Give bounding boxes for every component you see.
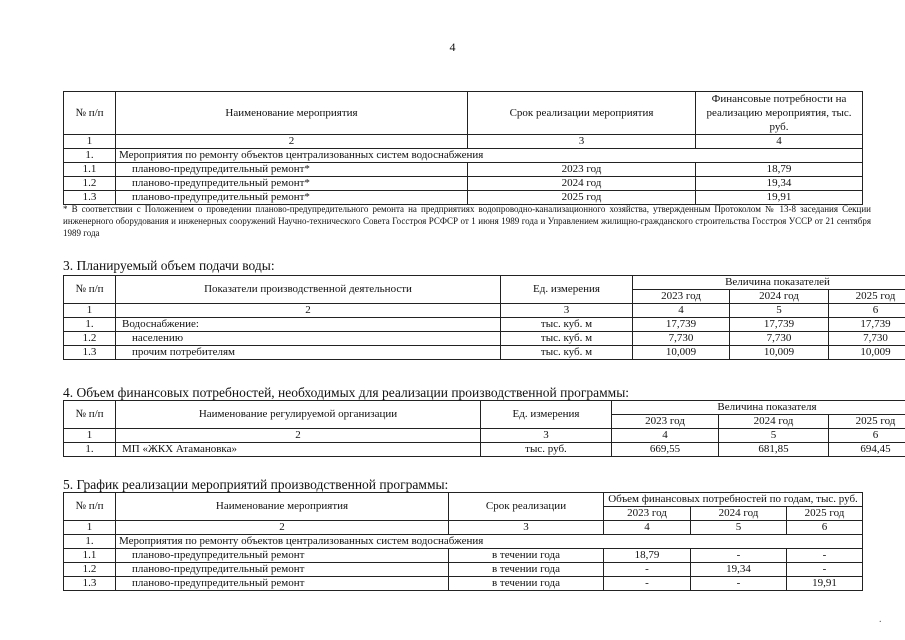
row-value: 18,79 — [696, 163, 863, 177]
row-unit: тыс. куб. м — [501, 346, 633, 360]
row-2025: - — [787, 563, 863, 577]
header-cell-num: № п/п — [64, 92, 116, 135]
row-2023: 18,79 — [604, 549, 691, 563]
year-header: 2025 год — [829, 415, 905, 429]
header-cell-org: Наименование регулируемой организации — [116, 401, 481, 429]
group-label: Мероприятия по ремонту объектов централизованных систем водоснабжения — [116, 535, 863, 549]
row-2024: 7,730 — [730, 332, 829, 346]
header-cell-unit: Ед. измерения — [481, 401, 612, 429]
row-2025: 10,009 — [829, 346, 905, 360]
row-num: 1.1 — [64, 549, 116, 563]
row-2025: 17,739 — [829, 318, 905, 332]
financial-needs-table — [63, 400, 905, 457]
col-number: 2 — [116, 429, 481, 443]
row-num: 1. — [64, 443, 116, 457]
row-2024: 19,34 — [691, 563, 787, 577]
col-number: 1 — [64, 521, 116, 535]
year-header: 2025 год — [829, 290, 905, 304]
row-name: планово-предупредительный ремонт* — [116, 177, 468, 191]
group-row — [64, 535, 863, 549]
row-period: в течении года — [449, 549, 604, 563]
year-header: 2023 год — [604, 507, 691, 521]
group-label: Мероприятия по ремонту объектов централизованных систем водоснабжения — [116, 149, 863, 163]
row-name: населению — [116, 332, 501, 346]
header-cell-financing: Финансовые потребности на реализацию мероприятия, тыс. руб. — [696, 92, 863, 135]
col-number: 3 — [481, 429, 612, 443]
col-number: 3 — [468, 135, 696, 149]
column-number-row — [64, 304, 905, 318]
header-cell-values: Величина показателя — [612, 401, 905, 415]
table-row — [64, 549, 863, 563]
col-number: 5 — [730, 304, 829, 318]
col-number: 3 — [501, 304, 633, 318]
table-row — [64, 177, 863, 191]
col-number: 5 — [691, 521, 787, 535]
table-row — [64, 443, 905, 457]
col-number: 4 — [633, 304, 730, 318]
row-2024: - — [691, 577, 787, 591]
header-cell-num: № п/п — [64, 493, 116, 521]
row-2023: 10,009 — [633, 346, 730, 360]
row-name: планово-предупредительный ремонт* — [116, 163, 468, 177]
table-row — [64, 318, 905, 332]
col-number: 6 — [829, 304, 905, 318]
group-num: 1. — [64, 149, 116, 163]
events-financing-table — [63, 91, 863, 205]
table-row — [64, 563, 863, 577]
year-header: 2023 год — [633, 290, 730, 304]
table-row — [64, 346, 905, 360]
col-number: 2 — [116, 521, 449, 535]
col-number: 3 — [449, 521, 604, 535]
header-cell-num: № п/п — [64, 276, 116, 304]
row-2023: - — [604, 563, 691, 577]
row-period: в течении года — [449, 563, 604, 577]
row-2025: - — [787, 549, 863, 563]
header-cell-unit: Ед. измерения — [501, 276, 633, 304]
table-row — [64, 332, 905, 346]
row-2024: 17,739 — [730, 318, 829, 332]
column-number-row — [64, 521, 863, 535]
water-supply-table — [63, 275, 905, 360]
row-2023: - — [604, 577, 691, 591]
section-4-title: 4. Объем финансовых потребностей, необходимых для реализации производственной программы: — [63, 385, 630, 400]
row-num: 1.2 — [64, 563, 116, 577]
row-2025: 19,91 — [787, 577, 863, 591]
table-header-row — [64, 276, 905, 290]
col-number: 2 — [116, 135, 468, 149]
row-2023: 7,730 — [633, 332, 730, 346]
header-cell-num: № п/п — [64, 401, 116, 429]
row-unit: тыс. куб. м — [501, 332, 633, 346]
col-number: 6 — [787, 521, 863, 535]
header-cell-indicator: Показатели производственной деятельности — [116, 276, 501, 304]
col-number: 4 — [604, 521, 691, 535]
year-header: 2024 год — [719, 415, 829, 429]
table-row — [64, 163, 863, 177]
row-name: планово-предупредительный ремонт* — [116, 191, 468, 205]
header-cell-values: Объем финансовых потребностей по годам, тыс. руб. — [604, 493, 863, 507]
schedule-table — [63, 492, 863, 591]
row-value: 19,91 — [696, 191, 863, 205]
table-header-row — [64, 493, 863, 507]
year-header: 2024 год — [730, 290, 829, 304]
row-2024: - — [691, 549, 787, 563]
row-num: 1.1 — [64, 163, 116, 177]
row-2024: 681,85 — [719, 443, 829, 457]
row-num: 1.2 — [64, 332, 116, 346]
row-2023: 669,55 — [612, 443, 719, 457]
col-number: 5 — [719, 429, 829, 443]
column-number-row — [64, 429, 905, 443]
col-number: 4 — [612, 429, 719, 443]
table-header-row — [64, 401, 905, 415]
footnote: * В соответствии с Положением о проведении планово-предупредительного ремонта на предприятиях водопроводно-канализационного хозяйства, утвержденным Протоколом № 13-8 заседания Секции инженерного оборудования и инженерных сооружений Научно-технического Совета Госстроя РСФСР от 1 июня 1989 года и Управлением жилищно-гражданского строительства Госстроя УССР от 21 сентября 1989 года — [63, 204, 871, 238]
row-value: 19,34 — [696, 177, 863, 191]
column-number-row — [64, 135, 863, 149]
col-number: 1 — [64, 429, 116, 443]
page-number: 4 — [449, 40, 456, 54]
row-period: в течении года — [449, 577, 604, 591]
row-num: 1.3 — [64, 577, 116, 591]
row-period: 2025 год — [468, 191, 696, 205]
row-2025: 7,730 — [829, 332, 905, 346]
row-2024: 10,009 — [730, 346, 829, 360]
col-number: 1 — [64, 304, 116, 318]
row-unit: тыс. руб. — [481, 443, 612, 457]
row-num: 1. — [64, 318, 116, 332]
row-name: Водоснабжение: — [116, 318, 501, 332]
group-row — [64, 149, 863, 163]
section-5-title: 5. График реализации мероприятий производственной программы: — [63, 477, 449, 492]
col-number: 4 — [696, 135, 863, 149]
row-name: планово-предупредительный ремонт — [116, 563, 449, 577]
col-number: 1 — [64, 135, 116, 149]
row-name: прочим потребителям — [116, 346, 501, 360]
group-num: 1. — [64, 535, 116, 549]
col-number: 2 — [116, 304, 501, 318]
row-period: 2024 год — [468, 177, 696, 191]
header-cell-period: Срок реализации — [449, 493, 604, 521]
table-header-row — [64, 92, 863, 135]
row-2025: 694,45 — [829, 443, 905, 457]
header-cell-name: Наименование мероприятия — [116, 493, 449, 521]
year-header: 2025 год — [787, 507, 863, 521]
year-header: 2024 год — [691, 507, 787, 521]
col-number: 6 — [829, 429, 905, 443]
row-name: планово-предупредительный ремонт — [116, 577, 449, 591]
row-period: 2023 год — [468, 163, 696, 177]
row-name: МП «ЖКХ Атамановка» — [116, 443, 481, 457]
header-cell-name: Наименование мероприятия — [116, 92, 468, 135]
header-cell-values: Величина показателей — [633, 276, 905, 290]
year-header: 2023 год — [612, 415, 719, 429]
row-name: планово-предупредительный ремонт — [116, 549, 449, 563]
header-cell-period: Срок реализации мероприятия — [468, 92, 696, 135]
row-2023: 17,739 — [633, 318, 730, 332]
row-unit: тыс. куб. м — [501, 318, 633, 332]
section-3-title: 3. Планируемый объем подачи воды: — [63, 258, 275, 273]
row-num: 1.2 — [64, 177, 116, 191]
row-num: 1.3 — [64, 346, 116, 360]
row-num: 1.3 — [64, 191, 116, 205]
scan-mark: . — [879, 614, 882, 625]
table-row — [64, 577, 863, 591]
